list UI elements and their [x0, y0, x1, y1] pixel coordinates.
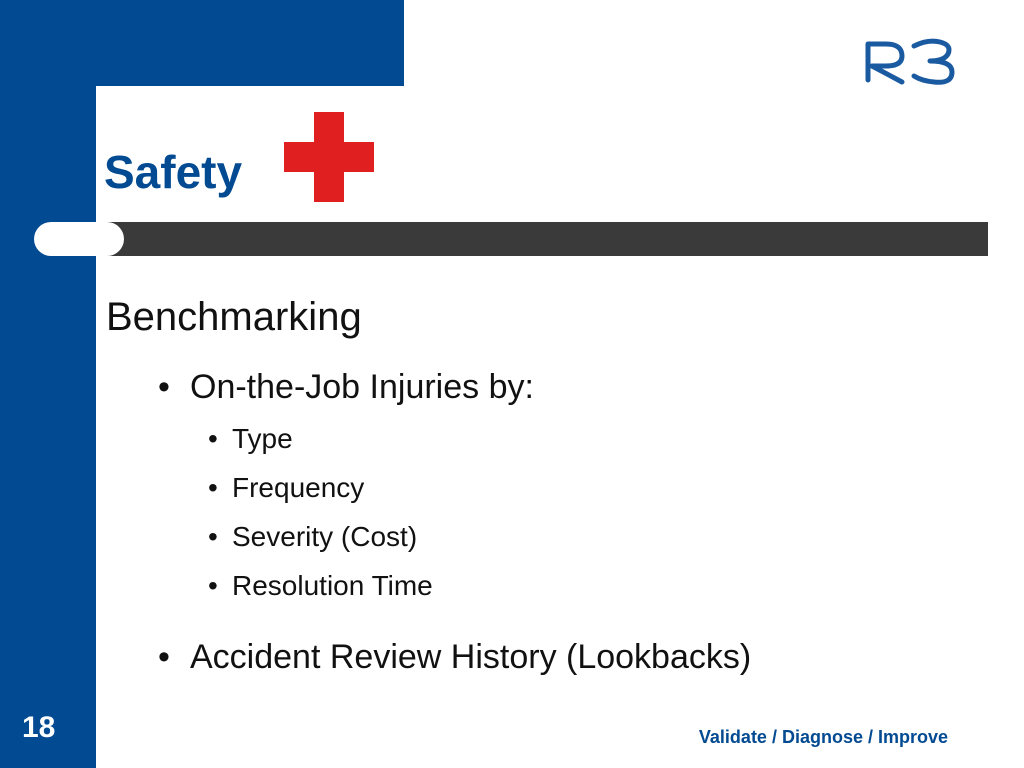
sub-bullet-dot: •: [208, 472, 218, 503]
sub-bullet-text: Resolution Time: [232, 570, 433, 601]
section-heading: Benchmarking: [106, 295, 362, 339]
sub-bullet-dot: •: [208, 521, 218, 552]
sub-bullet-item: [208, 568, 433, 604]
sub-bullet-item: [208, 421, 293, 457]
blue-sidebar: [0, 0, 96, 768]
sub-bullet-text: Severity (Cost): [232, 521, 418, 552]
sub-bullet-item: [208, 470, 364, 506]
sub-bullet-dot: •: [208, 570, 218, 601]
bullet-text: On-the-Job Injuries by:: [190, 368, 534, 406]
sub-bullet-text: Frequency: [232, 472, 365, 503]
r3-logo: [862, 36, 958, 86]
bullet-item: [158, 636, 751, 678]
sub-bullet-text: Type: [232, 423, 293, 454]
footer-tagline: Validate / Diagnose / Improve: [698, 727, 948, 747]
bullet-dot: •: [158, 638, 170, 676]
divider-pill: [34, 222, 124, 256]
blue-header-block: [0, 0, 404, 86]
red-cross-icon: [284, 112, 374, 202]
bullet-dot: •: [158, 368, 170, 406]
sub-bullet-dot: •: [208, 423, 218, 454]
content-corner: [96, 86, 156, 146]
title-divider-bar: [96, 222, 988, 256]
slide-title: Safety: [104, 146, 243, 198]
bullet-item: [158, 366, 534, 408]
bullet-text: Accident Review History (Lookbacks): [190, 638, 752, 676]
page-number: 18: [22, 711, 56, 744]
sub-bullet-item: [208, 519, 417, 555]
